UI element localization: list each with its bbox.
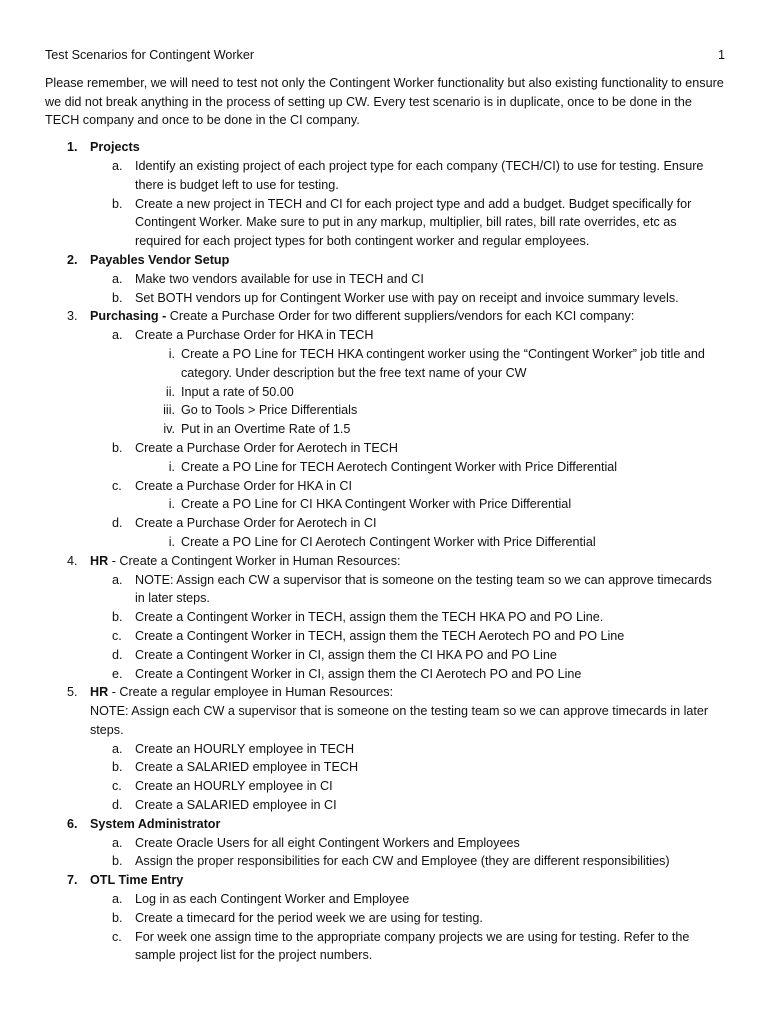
item-text: Create a new project in TECH and CI for each project type and add a budget. Budget specifically for Contingent Worker. Make sure to put in any markup, multiplier, bill rates, bill rate overrides, etc as required for each project types for both contingent worker and regular employees. [135, 196, 692, 249]
section-7 [45, 871, 725, 890]
item-label: d. [112, 798, 123, 813]
item-label: b. [112, 760, 123, 775]
section-title: HR [90, 685, 109, 700]
section-description: - Create a Contingent Worker in Human Resources: [108, 553, 401, 568]
item-text: Create an HOURLY employee in TECH [135, 741, 355, 756]
section-title: OTL Time Entry [90, 873, 184, 888]
list-item [45, 758, 725, 777]
item-label: d. [112, 647, 123, 662]
item-label: c. [112, 478, 122, 493]
item-text: Make two vendors available for use in TECH and CI [135, 271, 424, 286]
sub-item-label: iv. [163, 422, 175, 437]
section-number: 3. [67, 309, 78, 324]
list-item [45, 834, 725, 853]
list-item [45, 270, 725, 289]
section-number: 6. [67, 816, 78, 831]
item-label: a. [112, 328, 123, 343]
section-description: Create a Purchase Order for two different suppliers/vendors for each KCI company: [166, 309, 635, 324]
item-text: Create a timecard for the period week we are using for testing. [135, 910, 483, 925]
section-number: 2. [67, 252, 78, 267]
sub-item-label: i. [168, 346, 175, 361]
section-2 [45, 251, 725, 270]
sub-list-item [45, 533, 725, 552]
item-text: Assign the proper responsibilities for each CW and Employee (they are different responsibilities) [135, 854, 670, 869]
item-text: Create a Contingent Worker in TECH, assign them the TECH HKA PO and PO Line. [135, 610, 604, 625]
item-text: Create a Contingent Worker in CI, assign them the CI HKA PO and PO Line [135, 647, 557, 662]
item-label: e. [112, 666, 123, 681]
list-item [45, 909, 725, 928]
item-label: c. [112, 929, 122, 944]
list-item [45, 646, 725, 665]
section-4 [45, 552, 725, 571]
list-item [45, 740, 725, 759]
section-6 [45, 815, 725, 834]
page-number: 1 [717, 48, 725, 62]
item-label: b. [112, 910, 123, 925]
section-number: 7. [67, 873, 78, 888]
list-item [45, 627, 725, 646]
section-title: Purchasing - [90, 309, 167, 324]
section-title: Payables Vendor Setup [90, 252, 230, 267]
list-item [45, 890, 725, 909]
item-label: b. [112, 610, 123, 625]
scenario-list [45, 138, 725, 965]
sub-list-item [45, 383, 725, 402]
list-item [45, 439, 725, 458]
list-item [45, 514, 725, 533]
sub-item-text: Create a PO Line for TECH HKA contingent worker using the “Contingent Worker” job title and category. Under description but the free text name of your CW [181, 346, 705, 380]
section-description: - Create a regular employee in Human Resources: [108, 685, 394, 700]
list-item [45, 852, 725, 871]
list-item [45, 665, 725, 684]
item-text: Create a Purchase Order for Aerotech in TECH [135, 440, 398, 455]
list-item [45, 289, 725, 308]
item-text: Create a SALARIED employee in TECH [135, 760, 359, 775]
sub-item-text: Put in an Overtime Rate of 1.5 [181, 422, 351, 437]
sub-item-text: Create a PO Line for TECH Aerotech Contingent Worker with Price Differential [181, 459, 618, 474]
item-label: b. [112, 854, 123, 869]
item-text: NOTE: Assign each CW a supervisor that is someone on the testing team so we can approve timecards in later steps. [135, 572, 712, 606]
section-number: 5. [67, 685, 78, 700]
item-text: Identify an existing project of each project type for each company (TECH/CI) to use for testing. Ensure there is budget left to use for testing. [135, 158, 704, 192]
list-item [45, 477, 725, 496]
sub-list-item [45, 420, 725, 439]
sub-item-label: ii. [165, 384, 175, 399]
list-item [45, 928, 725, 966]
sub-list-item [45, 458, 725, 477]
sub-item-text: Create a PO Line for CI HKA Contingent Worker with Price Differential [181, 497, 572, 512]
item-text: Create a Purchase Order for Aerotech in CI [135, 516, 377, 531]
sub-list-item [45, 345, 725, 383]
sub-item-label: iii. [163, 403, 175, 418]
item-label: d. [112, 516, 123, 531]
item-label: b. [112, 440, 123, 455]
section-3 [45, 307, 725, 326]
list-item [45, 571, 725, 609]
sub-item-text: Input a rate of 50.00 [181, 384, 294, 399]
item-label: b. [112, 290, 123, 305]
document-title: Test Scenarios for Contingent Worker [45, 48, 255, 62]
sub-item-text: Go to Tools > Price Differentials [181, 403, 358, 418]
item-text: Create a Purchase Order for HKA in TECH [135, 328, 374, 343]
item-label: c. [112, 628, 122, 643]
list-item [45, 796, 725, 815]
list-item [45, 157, 725, 195]
section-title: Projects [90, 140, 140, 155]
section-number: 4. [67, 553, 78, 568]
item-text: Create a Purchase Order for HKA in CI [135, 478, 352, 493]
intro-paragraph: Please remember, we will need to test not only the Contingent Worker functionality but also existing functionality to ensure we did not break anything in the process of setting up CW. Every test scenario is in duplicate, once to be done in the TECH company and once to be done in the CI company. [45, 75, 724, 128]
item-text: Create Oracle Users for all eight Contingent Workers and Employees [135, 835, 520, 850]
sub-item-text: Create a PO Line for CI Aerotech Contingent Worker with Price Differential [181, 534, 596, 549]
item-text: Create a SALARIED employee in CI [135, 798, 337, 813]
section-title: HR [90, 553, 109, 568]
sub-item-label: i. [168, 534, 175, 549]
item-text: Log in as each Contingent Worker and Employee [135, 892, 410, 907]
item-label: a. [112, 835, 123, 850]
item-label: c. [112, 779, 122, 794]
item-label: a. [112, 572, 123, 587]
item-label: a. [112, 271, 123, 286]
list-item [45, 777, 725, 796]
section-title: System Administrator [90, 816, 221, 831]
sub-list-item [45, 495, 725, 514]
item-text: Set BOTH vendors up for Contingent Worker use with pay on receipt and invoice summary levels. [135, 290, 679, 305]
item-text: Create a Contingent Worker in TECH, assign them the TECH Aerotech PO and PO Line [135, 628, 625, 643]
section-number: 1. [67, 140, 78, 155]
item-text: Create an HOURLY employee in CI [135, 779, 333, 794]
item-label: b. [112, 196, 123, 211]
list-item [45, 326, 725, 345]
item-label: a. [112, 741, 123, 756]
item-label: a. [112, 892, 123, 907]
item-text: For week one assign time to the appropriate company projects we are using for testing. Refer to the sample project list for the project numbers. [135, 929, 690, 963]
item-text: Create a Contingent Worker in CI, assign them the CI Aerotech PO and PO Line [135, 666, 582, 681]
section-1 [45, 138, 725, 157]
page-header [45, 46, 725, 65]
item-label: a. [112, 158, 123, 173]
section-note: NOTE: Assign each CW a supervisor that is someone on the testing team so we can approve timecards in later steps. [90, 704, 709, 737]
list-item [45, 608, 725, 627]
sub-item-label: i. [168, 459, 175, 474]
sub-list-item [45, 401, 725, 420]
list-item [45, 195, 725, 251]
sub-item-label: i. [168, 497, 175, 512]
document-page [45, 46, 725, 965]
section-5 [45, 683, 725, 702]
